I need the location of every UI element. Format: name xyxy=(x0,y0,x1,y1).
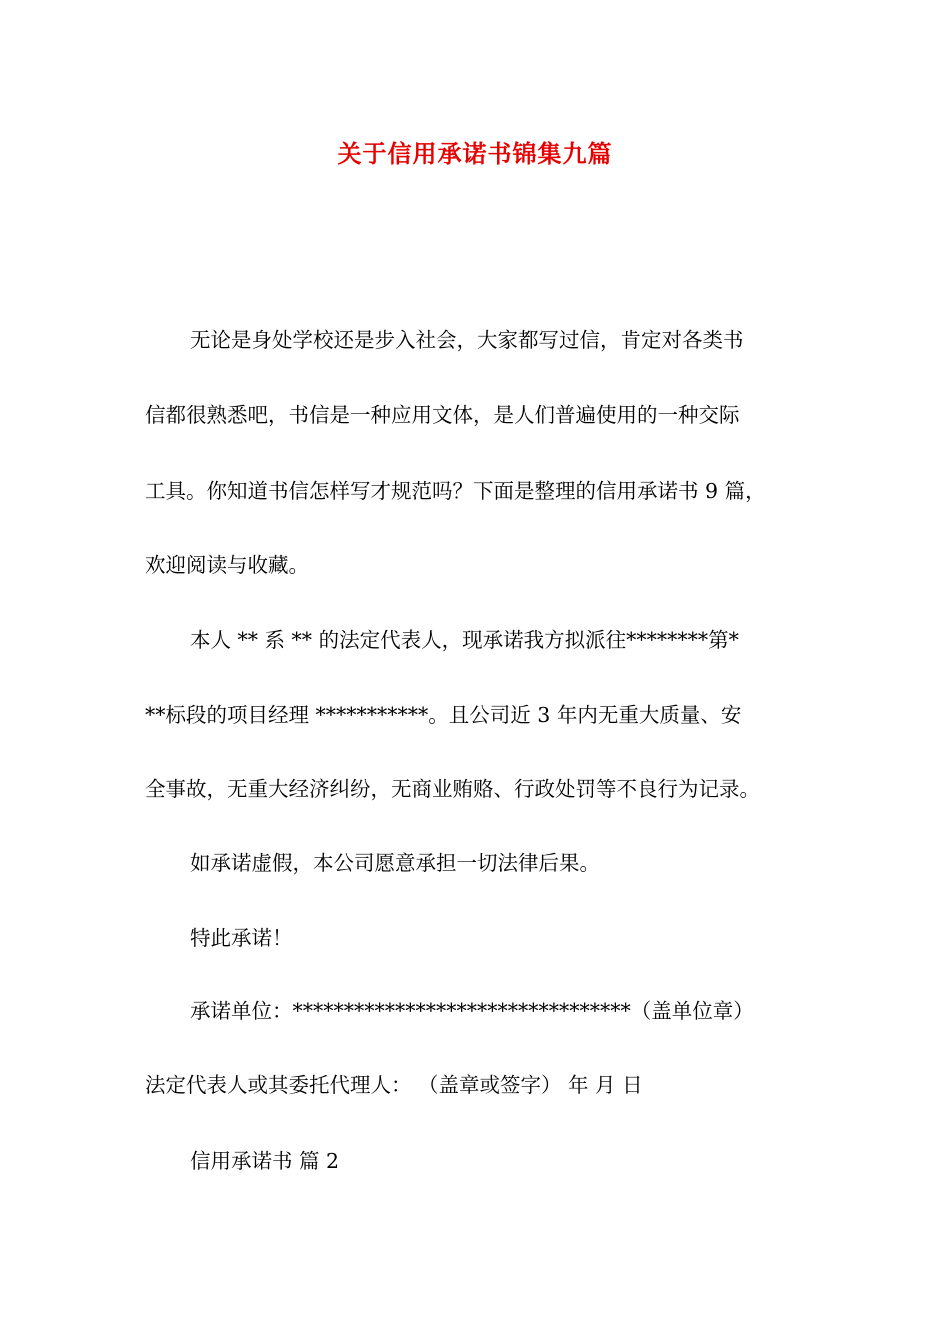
paragraph-liability: 如承诺虚假，本公司愿意承担一切法律后果。 xyxy=(190,851,600,875)
paragraph-commitment-line-1: 本人 ** 系 ** 的法定代表人，现承诺我方拟派往********第* xyxy=(190,628,739,652)
paragraph-intro-line-3: 工具。你知道书信怎样写才规范吗？下面是整理的信用承诺书 9 篇， xyxy=(145,479,766,503)
paragraph-intro-line-4: 欢迎阅读与收藏。 xyxy=(145,553,309,577)
paragraph-hereby-commit: 特此承诺！ xyxy=(190,926,293,950)
paragraph-commitment-line-3: 全事故，无重大经济纠纷，无商业贿赂、行政处罚等不良行为记录。 xyxy=(145,777,760,801)
legal-representative-line: 法定代表人或其委托代理人： （盖章或签字） 年 月 日 xyxy=(145,1073,643,1097)
commitment-unit-line: 承诺单位：*********************************（盖单位章） xyxy=(190,999,754,1023)
section-heading-part-2: 信用承诺书 篇 2 xyxy=(190,1149,340,1173)
paragraph-commitment-line-2: **标段的项目经理 ***********。且公司近 3 年内无重大质量、安 xyxy=(145,703,742,727)
paragraph-intro-line-1: 无论是身处学校还是步入社会，大家都写过信，肯定对各类书 xyxy=(190,328,744,352)
paragraph-intro-line-2: 信都很熟悉吧，书信是一种应用文体，是人们普遍使用的一种交际 xyxy=(145,403,740,427)
document-title: 关于信用承诺书锦集九篇 xyxy=(337,140,613,168)
